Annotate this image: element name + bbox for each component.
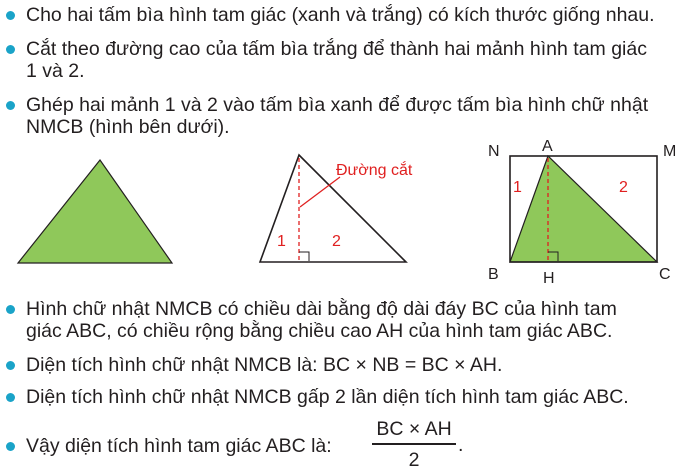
cut-label: Đường cắt — [336, 162, 413, 179]
label-m: M — [663, 143, 677, 160]
intro-line-4: Ghép hai mảnh 1 và 2 vào tấm bìa xanh để được tấm bìa hình chữ nhật — [26, 94, 649, 116]
fig3-piece1-label: 1 — [513, 179, 522, 196]
bullet-4 — [6, 305, 15, 314]
fig2-piece1-label: 1 — [277, 233, 286, 250]
area-fraction — [370, 418, 458, 471]
triangle-abc — [510, 156, 657, 262]
fig2-piece2-label: 2 — [332, 233, 341, 250]
bullet-6 — [6, 393, 15, 402]
formula-period: . — [458, 434, 464, 456]
intro-line-3: 1 và 2. — [26, 60, 85, 82]
label-c: C — [659, 266, 671, 283]
fraction-bar — [372, 443, 456, 445]
label-h: H — [543, 270, 555, 287]
intro-line-2: Cắt theo đường cao của tấm bìa trắng để thành hai mảnh hình tam giác — [26, 38, 647, 60]
bullet-5 — [6, 361, 15, 370]
conclusion-line-4: Diện tích hình chữ nhật NMCB gấp 2 lần diện tích hình tam giác ABC. — [26, 386, 629, 408]
bullet-7 — [6, 442, 15, 451]
label-b: B — [488, 266, 499, 283]
fraction-numerator: BC × AH — [376, 418, 452, 440]
green-triangle — [18, 160, 172, 263]
fraction-denominator: 2 — [408, 448, 420, 471]
conclusion-line-2: giác ABC, có chiều rộng bằng chiều cao AH của hình tam giác ABC. — [26, 320, 613, 342]
intro-line-5: NMCB (hình bên dưới). — [26, 116, 230, 138]
label-a: A — [542, 138, 553, 155]
label-n: N — [488, 143, 500, 160]
fig3-piece2-label: 2 — [619, 179, 628, 196]
conclusion-line-5: Vậy diện tích hình tam giác ABC là: — [26, 435, 332, 457]
conclusion-line-1: Hình chữ nhật NMCB có chiều dài bằng độ dài đáy BC của hình tam — [26, 298, 617, 320]
intro-line-1: Cho hai tấm bìa hình tam giác (xanh và trắng) có kích thước giống nhau. — [26, 4, 655, 26]
conclusion-line-3: Diện tích hình chữ nhật NMCB là: BC × NB = BC × AH. — [26, 354, 503, 376]
